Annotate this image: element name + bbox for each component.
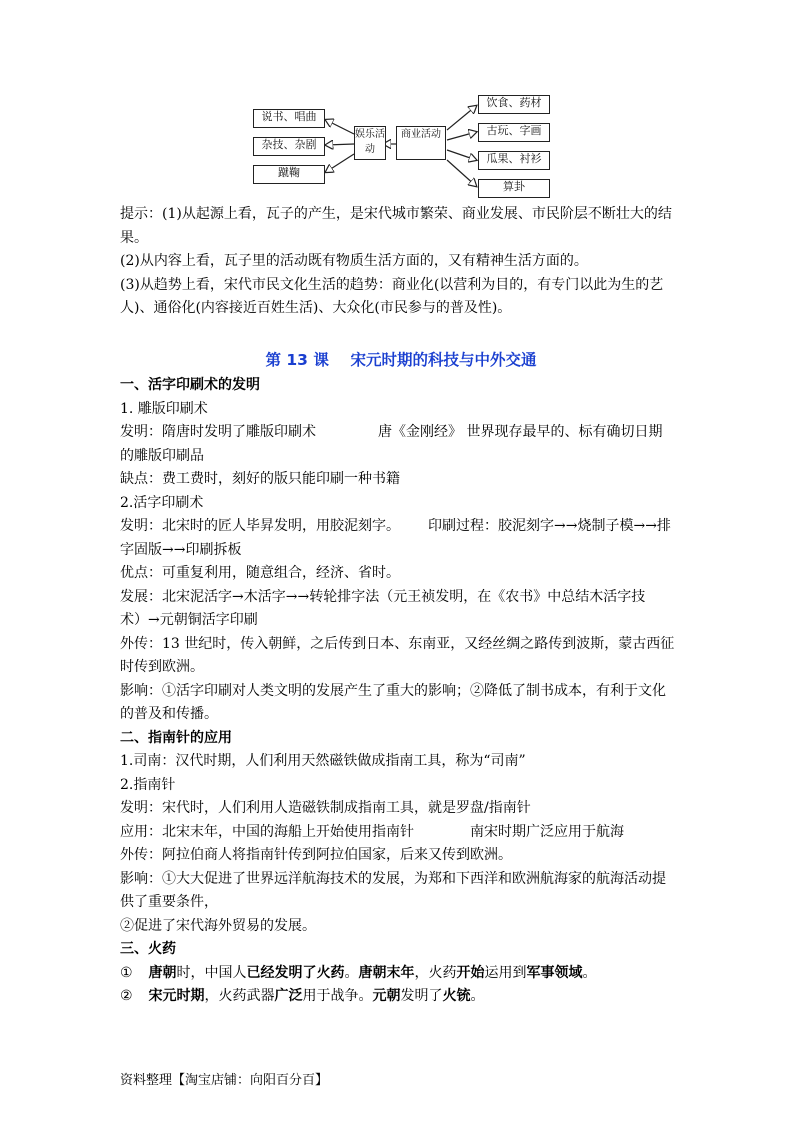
sec1-invent-a: 发明：隋唐时发明了雕版印刷术 [120, 424, 316, 440]
sec1-invent2-c: 字固版→→印刷拆板 [120, 541, 242, 558]
box-fortune: 算卦 [478, 179, 550, 198]
sec3-l1-t3: 已经发明了火药 [246, 964, 345, 981]
section-1-heading: 一、活字印刷术的发明 [120, 377, 260, 393]
sec3-l2-t4: 用于战争。 [302, 988, 373, 1004]
sec1-sub2: 2.活字印刷术 [120, 494, 204, 511]
tip-3b: 人)、通俗化(内容接近百姓生活)、大众化(市民参与的普及性)。 [120, 300, 512, 316]
sec1-invent2-b: 印刷过程：胶泥刻字→→烧制子模→→排 [428, 518, 671, 534]
sec1-merit: 优点：可重复利用，随意组合，经济、省时。 [120, 565, 400, 581]
sec3-l1-t2: 时，中国人 [176, 964, 247, 981]
sec3-l1-t10: 。 [582, 964, 597, 981]
sec3-l2-num: ② [120, 988, 133, 1004]
sec1-impact-b: 的普及和传播。 [120, 706, 218, 722]
sec1-spread-a: 外传：13 世纪时，传入朝鲜，之后传到日本、东南亚，又经丝绸之路传到波斯，蒙古西征 [120, 635, 675, 652]
box-antiques: 古玩、字画 [478, 123, 550, 142]
sec3-line-2 [120, 985, 682, 1009]
lesson-number: 第 13 课 [265, 350, 329, 369]
sec3-l2-t6: 发明了 [400, 988, 443, 1004]
sec1-dev-a: 发展：北宋泥活字→木活字→→转轮排字法（元王祯发明，在《农书》中总结木活字技 [120, 588, 646, 605]
sec3-l1-t8: 运用到 [484, 964, 527, 981]
content-body [120, 203, 682, 1009]
section-2-heading: 二、指南针的应用 [120, 729, 232, 746]
tip-3a: (3)从趋势上看，宋代市民文化生活的趋势：商业化(以营利为目的，有专门以此为生的艺 [120, 276, 664, 293]
sec3-l1-t7: 开始 [456, 964, 485, 981]
box-fruits: 瓜果、衬衫 [478, 151, 550, 170]
sec2-impact-b: 供了重要条件， [120, 894, 218, 910]
section-3-heading: 三、火药 [120, 941, 176, 957]
sec2-impact-a: 影响：①大大促进了世界远洋航海技术的发展，为郑和下西洋和欧洲航海家的航海活动提 [120, 870, 666, 887]
box-acrobatics: 杂技、杂剧 [253, 137, 325, 156]
sec3-line-1 [120, 962, 682, 986]
sec1-invent2 [120, 515, 682, 539]
sec3-l1-t1: 唐朝 [148, 964, 177, 981]
tip-1a: 提示：(1)从起源上看，瓦子的产生，是宋代城市繁荣、商业发展、市民阶层不断壮大的结 [120, 206, 672, 222]
sec1-invent-b: 唐《金刚经》 世界现存最早的、标有确切日期 [378, 424, 663, 440]
lesson-title [120, 349, 682, 373]
sec3-l2-t2: ，火药武器 [204, 988, 275, 1004]
sec2-use [120, 821, 682, 845]
box-cuju: 蹴鞠 [253, 165, 325, 184]
tip-1b: 果。 [120, 229, 148, 246]
box-storytelling: 说书、唱曲 [253, 109, 325, 128]
sec1-dev-b: 术）→元朝铜活字印刷 [120, 612, 258, 628]
sec2-sub2: 2.指南针 [120, 776, 176, 793]
sec2-invent: 发明：宋代时，人们利用人造磁铁制成指南工具，就是罗盘/指南针 [120, 800, 531, 816]
sec1-defect: 缺点：费工费时，刻好的版只能印刷一种书籍 [120, 471, 400, 487]
sec3-l1-t4: 。 [344, 964, 359, 981]
sec3-l1-t5: 唐朝末年 [358, 964, 415, 981]
box-food: 饮食、药材 [478, 95, 550, 114]
sec1-impact-a: 影响：①活字印刷对人类文明的发展产生了重大的影响；②降低了制书成本，有利于文化 [120, 682, 666, 699]
sec3-l2-t1: 宋元时期 [148, 988, 205, 1004]
tip-2: (2)从内容上看，瓦子里的活动既有物质生活方面的，又有精神生活方面的。 [120, 253, 588, 269]
sec2-use-b: 南宋时期广泛应用于航海 [470, 823, 624, 840]
lesson-title-text: 宋元时期的科技与中外交通 [350, 350, 537, 369]
box-commerce: 商业活动 [396, 126, 446, 160]
page-footer: 资料整理【淘宝店铺：向阳百分百】 [120, 1073, 329, 1088]
box-entertainment: 娱乐活动 [354, 126, 386, 160]
sec2-impact-c: ②促进了宋代海外贸易的发展。 [120, 917, 316, 934]
sec3-l2-t3: 广泛 [274, 988, 303, 1004]
sec1-invent-c: 的雕版印刷品 [120, 447, 204, 464]
sec3-l2-t8: 。 [470, 988, 485, 1004]
activities-diagram [250, 92, 555, 195]
sec3-l1-num: ① [120, 964, 133, 981]
sec1-spread-b: 时传到欧洲。 [120, 659, 204, 675]
sec2-use-a: 应用：北宋末年，中国的海船上开始使用指南针 [120, 823, 414, 840]
sec3-l1-t6: ，火药 [414, 964, 457, 981]
sec1-sub1: 1. 雕版印刷术 [120, 400, 208, 417]
sec3-l2-t5: 元朝 [372, 988, 401, 1004]
sec3-l2-t7: 火铳 [442, 988, 471, 1004]
sec2-spread: 外传：阿拉伯商人将指南针传到阿拉伯国家，后来又传到欧洲。 [120, 847, 512, 863]
sec1-invent [120, 421, 682, 445]
sec1-invent2-a: 发明：北宋时的匠人毕昇发明，用胶泥刻字。 [120, 518, 400, 534]
sec3-l1-t9: 军事领域 [526, 964, 583, 981]
sec2-sinan: 1.司南：汉代时期，人们利用天然磁铁做成指南工具，称为“司南” [120, 753, 526, 769]
